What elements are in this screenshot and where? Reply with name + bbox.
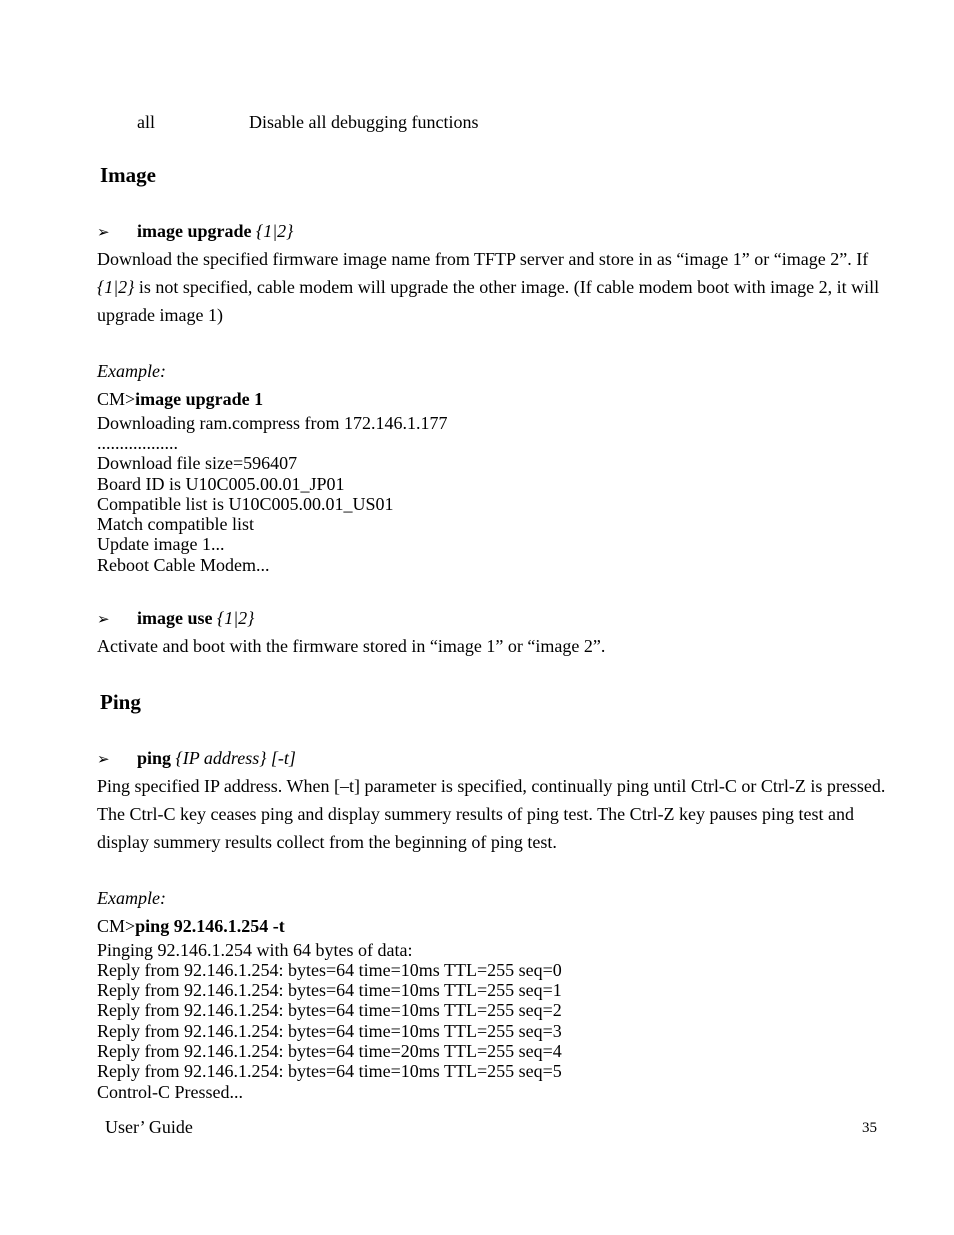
bullet-arrow-icon: ➢ <box>97 752 110 768</box>
command-argument: {IP address} [-t] <box>175 748 296 768</box>
cli-prompt: CM> <box>97 916 136 936</box>
page-number: 35 <box>862 1120 877 1136</box>
example-label: Example: <box>97 888 166 908</box>
output-line: Reply from 92.146.1.254: bytes=64 time=10ms TTL=255 seq=3 <box>97 1021 562 1041</box>
example-command: ping 92.146.1.254 -t <box>135 916 285 936</box>
output-line: Compatible list is U10C005.00.01_US01 <box>97 494 394 514</box>
output-line: Reply from 92.146.1.254: bytes=64 time=20ms TTL=255 seq=4 <box>97 1041 562 1061</box>
command-argument: {1|2} <box>217 608 255 628</box>
output-line: Pinging 92.146.1.254 with 64 bytes of data: <box>97 940 413 960</box>
ping-description: Ping specified IP address. When [–t] parameter is specified, continually ping until Ctrl-C or Ctrl-Z is pressed. The Ctrl-C key ceases ping and display summery results of ping test. The Ctrl-Z key pauses ping test and display summery results collect from the beginning of ping test. <box>97 776 886 852</box>
debug-description: Disable all debugging functions <box>249 112 479 132</box>
example-command-line <box>97 916 285 936</box>
ping-section-heading: Ping <box>100 690 141 714</box>
footer-label: User’ Guide <box>105 1117 193 1137</box>
ping-command <box>137 748 296 768</box>
image-use-command <box>137 608 254 628</box>
output-line: .................. <box>97 433 178 453</box>
example-label: Example: <box>97 361 166 381</box>
debug-term: all <box>137 112 155 132</box>
output-line: Reboot Cable Modem... <box>97 555 270 575</box>
output-line: Reply from 92.146.1.254: bytes=64 time=10ms TTL=255 seq=0 <box>97 960 562 980</box>
bullet-arrow-icon: ➢ <box>97 225 110 241</box>
example-command-line <box>97 389 263 409</box>
output-line: Download file size=596407 <box>97 453 298 473</box>
command-name: image use <box>137 608 213 628</box>
command-name: ping <box>137 748 172 768</box>
output-line: Board ID is U10C005.00.01_JP01 <box>97 474 345 494</box>
output-line: Reply from 92.146.1.254: bytes=64 time=10ms TTL=255 seq=1 <box>97 980 562 1000</box>
example-command: image upgrade 1 <box>135 389 264 409</box>
output-line: Reply from 92.146.1.254: bytes=64 time=10ms TTL=255 seq=2 <box>97 1000 562 1020</box>
image-section-heading: Image <box>100 163 156 187</box>
image-use-description: Activate and boot with the firmware stored in “image 1” or “image 2”. <box>97 636 606 656</box>
inline-argument: {1|2} <box>97 277 135 297</box>
output-line: Update image 1... <box>97 534 225 554</box>
command-argument: {1|2} <box>256 221 294 241</box>
image-upgrade-command <box>137 221 293 241</box>
output-line: Match compatible list <box>97 514 254 534</box>
output-line: Downloading ram.compress from 172.146.1.177 <box>97 413 448 433</box>
bullet-arrow-icon: ➢ <box>97 612 110 628</box>
image-upgrade-description: Download the specified firmware image name from TFTP server and store in as “image 1” or “image 2”. If {1|2} is not specified, cable modem will upgrade the other image. (If cable modem boot with image 2, it will upgrade image 1) <box>97 249 880 325</box>
output-line: Reply from 92.146.1.254: bytes=64 time=10ms TTL=255 seq=5 <box>97 1061 562 1081</box>
command-name: image upgrade <box>137 221 252 241</box>
cli-prompt: CM> <box>97 389 136 409</box>
output-line: Control-C Pressed... <box>97 1082 243 1102</box>
